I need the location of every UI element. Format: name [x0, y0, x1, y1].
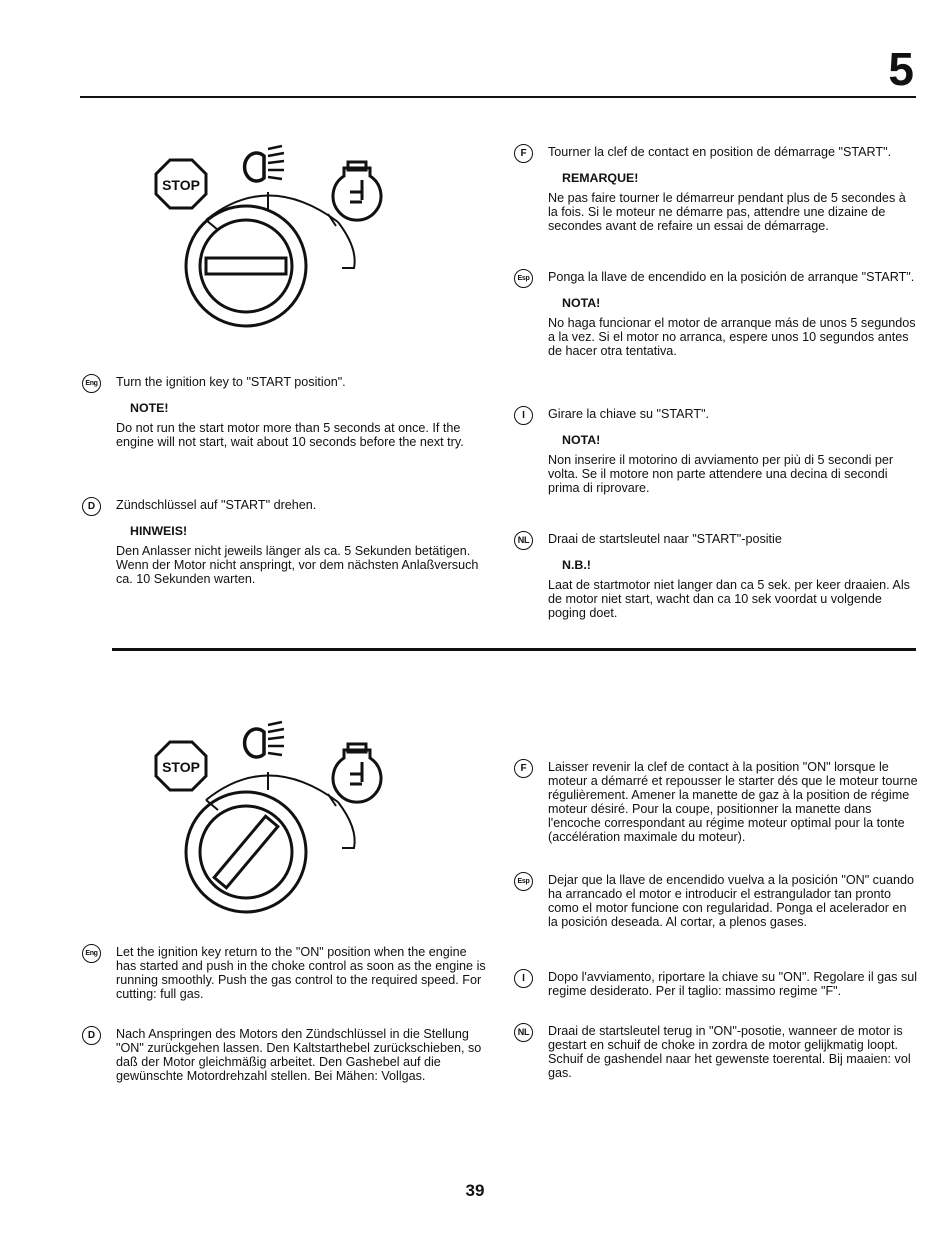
start-key-icon: [333, 162, 381, 220]
ignition-start-figure: [148, 140, 408, 340]
top-esp-note-text: No haga funcionar el motor de arranque más de unos 5 segundos a la vez. Si el motor no arranca, espere unos 10 segundos antes de hacer otra tentativa.: [548, 316, 916, 358]
stop-icon: [156, 160, 206, 208]
page-number: 39: [465, 1181, 485, 1200]
top-d-note-text: Den Anlasser nicht jeweils länger als ca. 5 Sekunden betätigen. Wenn der Motor nicht anspringt, vor dem nächsten Anlaßversuch ca. 10 Sekunden warten.: [116, 544, 479, 586]
bottom-eng-section: [82, 945, 486, 1001]
lang-badge-d: D: [82, 497, 101, 516]
bottom-f-instruction: Laisser revenir la clef de contact à la position "ON" lorsque le moteur a démarré et repousser le starter dés que le moteur tourne régulièrement. Amener la manette de gaz à la position de régime moteur désiré. Pour la coupe, positionner la manette dans l'encoche correspondant au régime moteur optimal pour la tonte (accélération maximale du moteur).: [548, 760, 918, 844]
top-eng-section: [82, 375, 486, 449]
lang-badge-esp: Esp: [514, 269, 533, 288]
top-f-instruction: Tourner la clef de contact en position de démarrage "START".: [548, 145, 892, 159]
top-esp-note-title: NOTA!: [562, 296, 601, 310]
lang-badge-eng: Eng: [82, 374, 101, 393]
top-nl-instruction: Draai de startsleutel naar "START"-positie: [548, 532, 782, 546]
choke-icon: [245, 722, 284, 757]
lang-badge-f: F: [514, 144, 533, 163]
top-f-note-title: REMARQUE!: [562, 171, 639, 185]
top-i-note-title: NOTA!: [562, 433, 601, 447]
bottom-esp-instruction: Dejar que la llave de encendido vuelva a la posición "ON" cuando ha arrancado el motor e introducir el estrangulador tan pronto como el motor funcione con regularidad. Ponga el acelerador en la posición deseada. Al cortar, a plenos gases.: [548, 873, 914, 929]
bottom-eng-instruction: Let the ignition key return to the "ON" position when the engine has started and push in the choke control as soon as the engine is running smoothly. Push the gas control to the required speed. For cutting: full gas.: [116, 945, 486, 1001]
stop-label: STOP: [162, 177, 200, 193]
top-i-section: [514, 407, 918, 495]
lang-badge-eng: Eng: [82, 944, 101, 963]
bottom-esp-section: [514, 873, 918, 929]
ignition-on-figure: [148, 716, 408, 926]
section-divider: [112, 648, 916, 651]
top-f-note-text: Ne pas faire tourner le démarreur pendant plus de 5 secondes à la fois. Si le moteur ne démarre pas, attendre une dizaine de secondes avant de refaire un essai de démarrage.: [548, 191, 906, 233]
top-d-instruction: Zündschlüssel auf "START" drehen.: [116, 498, 317, 512]
bottom-d-section: [82, 1027, 486, 1083]
top-esp-instruction: Ponga la llave de encendido en la posición de arranque "START".: [548, 270, 915, 284]
lang-badge-esp: Esp: [514, 872, 533, 891]
bottom-i-instruction: Dopo l'avviamento, riportare la chiave su "ON". Regolare il gas sul regime desiderato. Per il taglio: massimo regime "F".: [548, 970, 918, 998]
stop-label: STOP: [162, 759, 200, 775]
top-i-instruction: Girare la chiave su "START".: [548, 407, 710, 421]
top-eng-note-text: Do not run the start motor more than 5 seconds at once. If the engine will not start, wait about 10 seconds before the next try.: [116, 421, 464, 449]
top-eng-instruction: Turn the ignition key to "START position".: [116, 375, 346, 389]
bottom-f-section: [514, 760, 918, 844]
lang-badge-i: I: [514, 406, 533, 425]
top-esp-section: [514, 270, 918, 358]
bottom-d-instruction: Nach Anspringen des Motors den Zündschlüssel in die Stellung "ON" zurückgehen lassen. Den Kaltstarthebel zurückschieben, so daß der Motor gleichmäßig arbeitet. Den Gashebel auf die gewünschte Motordrehzahl stellen. Bei Mähen: Vollgas.: [116, 1027, 482, 1083]
lang-badge-i: I: [514, 969, 533, 988]
start-key-icon: [333, 744, 381, 802]
top-i-note-text: Non inserire il motorino di avviamento per più di 5 secondi per volta. Se il motore non parte attendere una decina di secondi prima di riprovare.: [548, 453, 894, 495]
top-d-section: [82, 498, 486, 586]
lang-badge-d: D: [82, 1026, 101, 1045]
bottom-i-section: [514, 970, 918, 998]
bottom-nl-instruction: Draai de startsleutel terug in "ON"-posotie, wanneer de motor is gestart en schuif de choke in zordra de motor gelijkmatig loopt. Schuif de gashendel naar het gewenste toerental. Bij maaien: vol gas.: [548, 1024, 911, 1080]
top-divider: [80, 96, 916, 98]
choke-icon: [245, 146, 284, 181]
top-nl-note-title: N.B.!: [562, 558, 591, 572]
chapter-number: 5: [888, 43, 914, 95]
top-nl-section: [514, 532, 918, 620]
lang-badge-nl: NL: [514, 1023, 533, 1042]
top-nl-note-text: Laat de startmotor niet langer dan ca 5 sek. per keer draaien. Als de motor niet start, wacht dan ca 10 sek voordat u volgende poging doet.: [548, 578, 910, 620]
lang-badge-nl: NL: [514, 531, 533, 550]
bottom-nl-section: [514, 1024, 918, 1080]
top-d-note-title: HINWEIS!: [130, 524, 188, 538]
top-f-section: [514, 145, 918, 233]
top-eng-note-title: NOTE!: [130, 401, 169, 415]
stop-icon: [156, 742, 206, 790]
lang-badge-f: F: [514, 759, 533, 778]
